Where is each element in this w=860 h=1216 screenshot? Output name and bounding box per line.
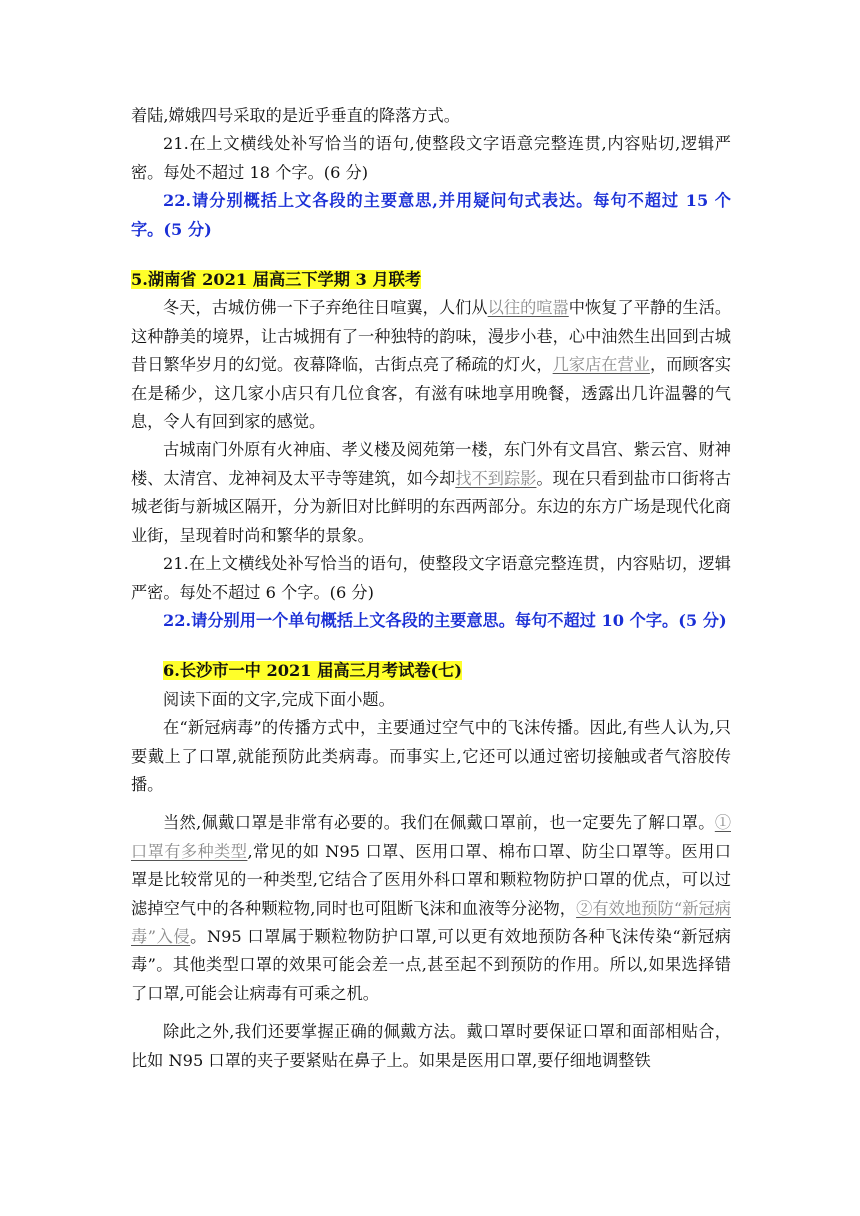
text-run: ，而顾客实在是稀少，这几家小店只有几位食客，有滋有味地享用晚餐，透露出几许温馨的气息，令人有回到家的感觉。 (131, 355, 732, 432)
question-22-prev: 22.请分别概括上文各段的主要意思,并用疑问句式表达。每句不超过 15 个字。(5 分) (131, 191, 731, 239)
section-6-paragraph-2 (131, 809, 731, 1008)
question-21-prev: 21.在上文横线处补写恰当的语句,使整段文字语意完整连贯,内容贴切,逻辑严密。每处不超过 18 个字。(6 分) (131, 134, 731, 182)
answer-blank-2: 几家店在营业 (552, 355, 650, 375)
answer-blank-3: 找不到踪影 (455, 468, 537, 488)
document-body (131, 102, 731, 1075)
question-21: 21.在上文横线处补写恰当的语句，使整段文字语意完整连贯，内容贴切，逻辑严密。每处不超过 6 个字。(6 分) (131, 554, 731, 602)
section-6-paragraph-3: 除此之外,我们还要掌握正确的佩戴方法。戴口罩时要保证口罩和面部相贴合，比如 N95 口罩的夹子要紧贴在鼻子上。如果是医用口罩,要仔细地调整铁 (131, 1022, 731, 1070)
paragraph-continuation: 着陆,嫦娥四号采取的是近乎垂直的降落方式。 (131, 106, 460, 125)
text-run: 古城南门外原有火神庙、孝义楼及阅苑第一楼，东门外有文昌宫、紫云宫、财神楼、太清宫、龙神祠及太平寺等建筑，如今却 (131, 440, 731, 488)
text-run: ,常见的如 N95 口罩、医用口罩、棉布口罩、防尘口罩等。医用口罩是比较常见的一种类型,它结合了医用外科口罩和颗粒物防护口罩的优点，可以过滤掉空气中的各种颗粒物,同时也可阻断飞沫和血液等分泌物， (131, 841, 731, 918)
answer-blank-1: 以往的喧嚣 (487, 298, 569, 318)
text-run: 。现在只看到盐市口街将古城老街与新城区隔开，分为新旧对比鲜明的东西两部分。东边的东方广场是现代化商业街，呈现着时尚和繁华的景象。 (131, 468, 732, 545)
section-5-paragraph-1 (131, 294, 731, 436)
text-run: 。N95 口罩属于颗粒物防护口罩,可以更有效地预防各种飞沫传染“新冠病毒”。其他类型口罩的效果可能会差一点,甚至起不到预防的作用。所以,如果选择错了口罩,可能会让病毒有可乘之机。 (131, 926, 731, 1003)
answer-blank-4: ①口罩有多种类型 (131, 813, 731, 861)
text-run: 当然,佩戴口罩是非常有必要的。我们在佩戴口罩前，也一定要先了解口罩。 (163, 813, 715, 833)
text-run: 冬天，古城仿佛一下子弃绝往日喧翼，人们从 (163, 298, 488, 318)
section-5-paragraph-2 (131, 436, 731, 550)
section-6-heading: 6.长沙市一中 2021 届高三月考试卷(七) (163, 661, 462, 681)
section-5-heading-line (131, 266, 731, 294)
section-6-paragraph-1: 在“新冠病毒”的传播方式中，主要通过空气中的飞沫传播。因此,有些人认为,只要戴上了口罩,就能预防此类病毒。而事实上,它还可以通过密切接触或者气溶胶传播。 (131, 718, 731, 794)
section-6-intro: 阅读下面的文字,完成下面小题。 (163, 689, 395, 709)
text-run: 中恢复了平静的生活。这种静美的境界，让古城拥有了一种独特的韵味，漫步小巷，心中油然生出回到古城昔日繁华岁月的幻觉。夜幕降临，古街点亮了稀疏的灯火， (131, 298, 732, 375)
question-22: 22.请分别用一个单句概括上文各段的主要意思。每句不超过 10 个字。(5 分) (163, 610, 727, 630)
answer-blank-5: ②有效地预防“新冠病毒”入侵 (131, 898, 731, 946)
section-6-heading-line (131, 657, 731, 685)
section-5-heading: 5.湖南省 2021 届高三下学期 3 月联考 (131, 270, 422, 290)
